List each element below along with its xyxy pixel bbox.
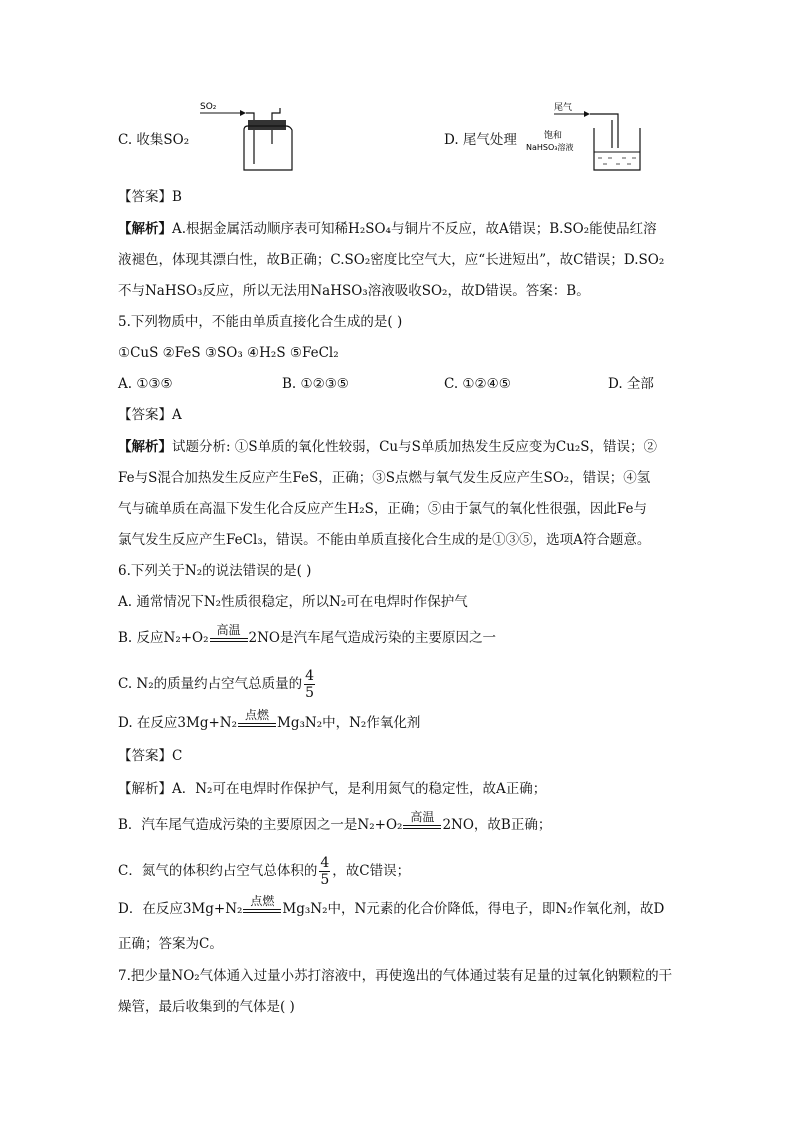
q6-option-d: D. 在反应3Mg+N₂ 点燃 Mg₃N₂中，N₂作氧化剂 [118, 708, 421, 731]
condition-ignite: 点燃 [238, 713, 276, 733]
q6-explanation-a: 【解析】A．N₂可在电焊时作保护气，是利用氮气的稳定性，故A正确； [118, 781, 547, 797]
fig-c-gas-label: SO₂ [200, 102, 217, 112]
fig-d-soln-label: NaHSO₃溶液 [526, 143, 574, 152]
q4-fig-tail-gas [526, 100, 646, 176]
condition-high-temp-2: 高温 [403, 815, 441, 835]
q6-explanation-c: C．氮气的体积约占空气总体积的 $\frac{4}{5}$ ，故C错误； [118, 855, 411, 888]
q5-stem: 5.下列物质中，不能由单质直接化合生成的是( ) [118, 314, 403, 330]
q5-items: ①CuS ②FeS ③SO₃ ④H₂S ⑤FeCl₂ [118, 345, 339, 361]
q4-explanation-line1: 【解析】A.根据金属活动顺序表可知稀H₂SO₄与铜片不反应，故A错误；B.SO₂能使品红溶 [118, 221, 657, 237]
q5-explanation-line4: 氯气发生反应产生FeCl₃，错误。不能由单质直接化合生成的是①③⑤，选项A符合题意。 [118, 532, 651, 548]
q6-option-c: C. N₂的质量约占空气总质量的 $\frac{4}{5}$ [118, 668, 315, 701]
q5-option-b: B. ①②③⑤ [282, 376, 349, 392]
q6-answer: 【答案】C [118, 748, 183, 764]
q5-answer: 【答案】A [118, 407, 182, 423]
fraction-four-fifths: $\frac{4}{5}$ [305, 668, 315, 701]
q5-option-c: C. ①②④⑤ [444, 376, 511, 392]
q7-stem-line2: 燥管，最后收集到的气体是( ) [118, 999, 295, 1015]
q6-stem: 6.下列关于N₂的说法错误的是( ) [118, 563, 312, 579]
q6-option-a: A. 通常情况下N₂性质很稳定，所以N₂可在电焊时作保护气 [118, 594, 468, 610]
q4-option-c: C. 收集SO₂ [118, 132, 190, 148]
q6-explanation-d: D．在反应3Mg+N₂ 点燃 Mg₃N₂中，N元素的化合价降低，得电子，即N₂作氧化剂，故D [118, 894, 665, 917]
q5-explanation-line2: Fe与S混合加热发生反应产生FeS，正确；③S点燃与氧气发生反应产生SO₂，错误；④氢 [118, 470, 651, 486]
q6-explanation-b: B．汽车尾气造成污染的主要原因之一是N₂+O₂ 高温 2NO，故B正确； [118, 810, 552, 833]
condition-ignite-2: 点燃 [243, 899, 281, 919]
fig-d-gas-label: 尾气 [554, 103, 573, 113]
q5-explanation-line3: 气与硫单质在高温下发生化合反应产生H₂S，正确；⑤由于氯气的氧化性很强，因此Fe与 [118, 501, 648, 517]
q4-explanation-line3: 不与NaHSO₃反应，所以无法用NaHSO₃溶液吸收SO₂，故D错误。答案：B。 [118, 283, 590, 299]
q4-fig-collect-so2 [196, 98, 296, 174]
q4-answer: 【答案】B [118, 189, 182, 205]
q5-explanation-line1: 【解析】试题分析: ①S单质的氧化性较弱，Cu与S单质加热发生反应变为Cu₂S，错误；② [118, 439, 658, 455]
q6-option-b: B. 反应N₂+O₂ 高温 2NO是汽车尾气造成污染的主要原因之一 [118, 623, 496, 646]
q4-explanation-line2: 液褪色，体现其漂白性，故B正确；C.SO₂密度比空气大，应“长进短出”，故C错误；D.SO₂ [118, 252, 665, 268]
fraction-four-fifths-2: $\frac{4}{5}$ [320, 855, 330, 888]
condition-high-temp: 高温 [210, 628, 248, 648]
fig-d-sat-label: 饱和 [544, 131, 563, 141]
q7-stem-line1: 7.把少量NO₂气体通入过量小苏打溶液中，再使逸出的气体通过装有足量的过氧化钠颗粒的干 [118, 968, 673, 984]
q5-option-a: A. ①③⑤ [118, 376, 173, 392]
q4-option-d: D. 尾气处理 [444, 132, 517, 148]
q6-explanation-d-line2: 正确；答案为C。 [118, 936, 223, 952]
q5-option-d: D. 全部 [608, 376, 654, 392]
